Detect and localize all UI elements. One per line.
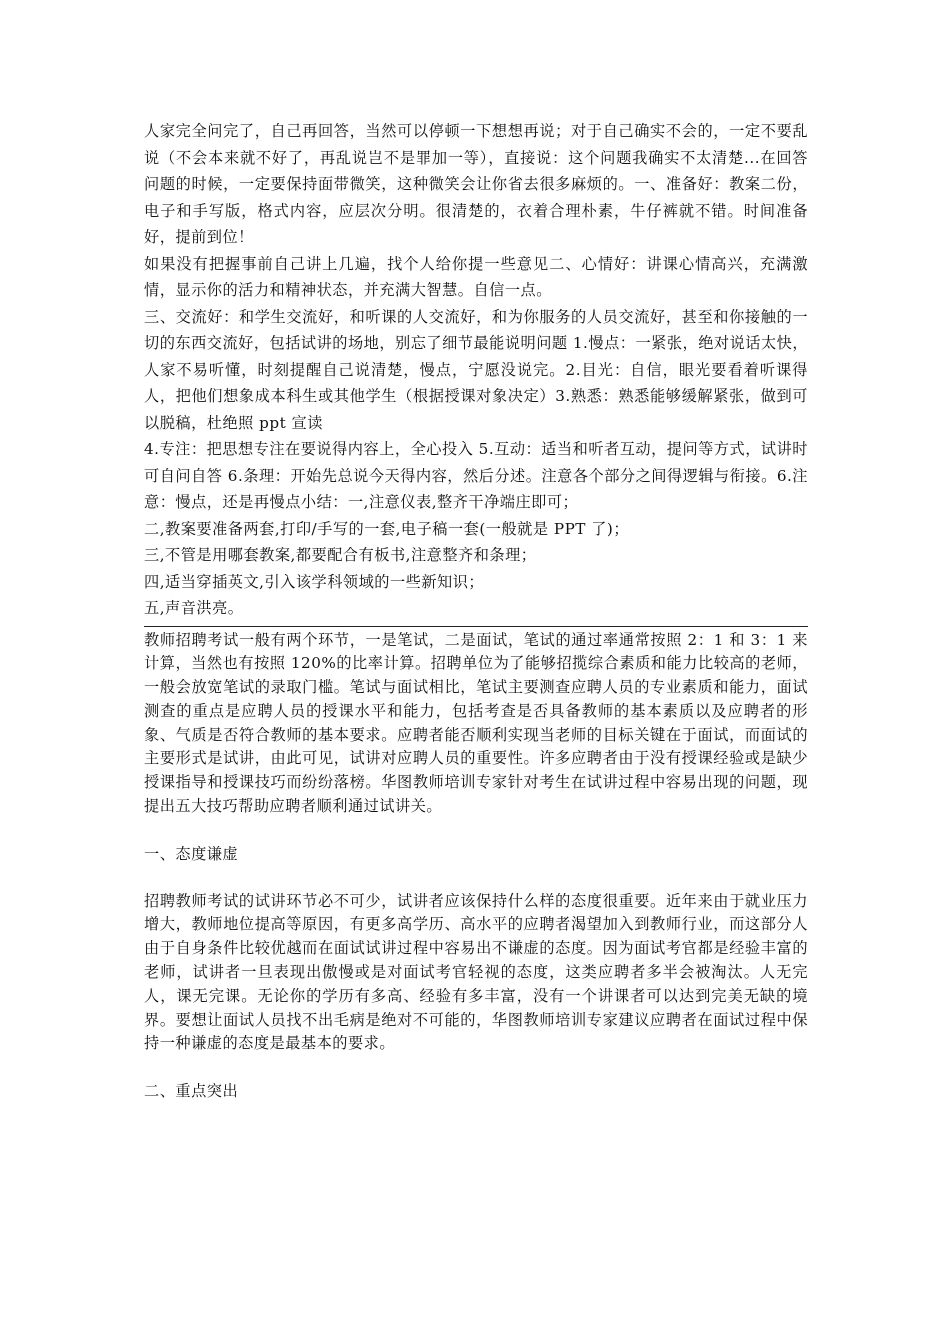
paragraph: 四,适当穿插英文,引入该学科领域的一些新知识； — [144, 572, 485, 591]
section-heading: 一、态度谦虚 — [144, 844, 239, 863]
teaching-tips-section — [144, 118, 808, 622]
paragraph: 4.专注：把思想专注在要说得内容上，全心投入 5.互动：适当和听者互动，提问等方式，试讲时可自问自答 6.条理：开始先总说今天得内容，然后分述。注意各个部分之间得逻辑与衔接。6.注意：慢点，还是再慢点小结：一,注意仪表,整齐干净端庄即可； — [144, 440, 808, 511]
section-divider — [144, 626, 808, 627]
paragraph: 二,教案要准备两套,打印/手写的一套,电子稿一套(一般就是 PPT 了)； — [144, 519, 630, 538]
intro-paragraph: 教师招聘考试一般有两个环节，一是笔试，二是面试，笔试的通过率通常按照 2：1 和 3：1 来计算，当然也有按照 120%的比率计算。招聘单位为了能够招揽综合素质和能力比较高的老师，一般会放宽笔试的录取门槛。笔试与面试相比，笔试主要测查应聘人员的专业素质和能力，面试测查的重点是应聘人员的授课水平和能力，包括考查是否具备教师的基本素质以及应聘者的形象、气质是否符合教师的基本要求。应聘者能否顺利实现当老师的目标关键在于面试，而面试的主要形式是试讲，由此可见，试讲对应聘人员的重要性。许多应聘者由于没有授课经验或是缺少授课指导和授课技巧而纷纷落榜。华图教师培训专家针对考生在试讲过程中容易出现的问题，现提出五大技巧帮助应聘者顺利通过试讲关。 — [144, 630, 808, 816]
recruitment-exam-section — [144, 629, 808, 1105]
paragraph: 三,不管是用哪套教案,都要配合有板书,注意整齐和条理； — [144, 546, 537, 564]
paragraph: 三、交流好：和学生交流好，和听课的人交流好，和为你服务的人员交流好，甚至和你接触的一切的东西交流好，包括试讲的场地，别忘了细节最能说明问题 1.慢点：一紧张，绝对说话太快，人家不易听懂，时刻提醒自己说清楚，慢点，宁愿没说完。2.目光：自信，眼光要看着听课得人，把他们想象成本科生或其他学生（根据授课对象决定）3.熟悉：熟悉能够缓解紧张，做到可以脱稿，杜绝照 ppt 宣读 — [144, 307, 809, 432]
section-heading: 二、重点突出 — [144, 1082, 239, 1101]
paragraph: 人家完全问完了，自己再回答，当然可以停顿一下想想再说；对于自己确实不会的，一定不要乱说（不会本来就不好了，再乱说岂不是罪加一等），直接说：这个问题我确实不太清楚...在回答问题的时候，一定要保持面带微笑，这种微笑会让你省去很多麻烦的。一、准备好：教案二份，电子和手写版，格式内容，应层次分明。很清楚的，衣着合理朴素，牛仔裤就不错。时间准备好，提前到位！ — [144, 122, 808, 246]
document-page — [144, 118, 808, 1104]
paragraph: 五,声音洪亮。 — [144, 599, 244, 617]
body-paragraph: 招聘教师考试的试讲环节必不可少，试讲者应该保持什么样的态度很重要。近年来由于就业压力增大，教师地位提高等原因，有更多高学历、高水平的应聘者渴望加入到教师行业，而这部分人由于自身条件比较优越而在面试试讲过程中容易出不谦虚的态度。因为面试考官都是经验丰富的老师，试讲者一旦表现出傲慢或是对面试考官轻视的态度，这类应聘者多半会被淘汰。人无完人，课无完课。无论你的学历有多高、经验有多丰富，没有一个讲课者可以达到完美无缺的境界。要想让面试人员找不出毛病是绝对不可能的，华图教师培训专家建议应聘者在面试过程中保持一种谦虚的态度是最基本的要求。 — [144, 891, 808, 1053]
paragraph: 如果没有把握事前自己讲上几遍，找个人给你提一些意见二、心情好：讲课心情高兴，充满激情，显示你的活力和精神状态，并充满大智慧。自信一点。 — [144, 254, 808, 299]
